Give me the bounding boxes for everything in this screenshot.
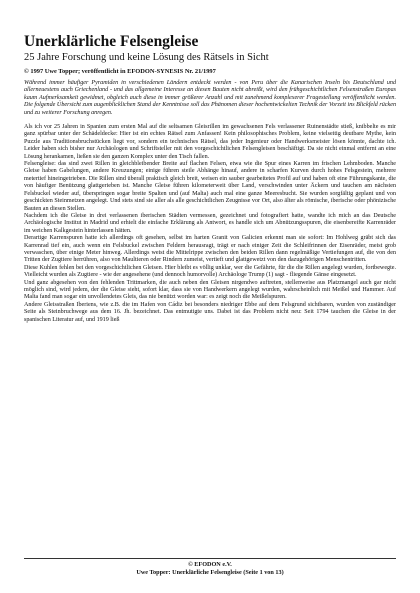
body-paragraph: Andere Gleisstraßen Iberiens, wie z.B. die im Hafen von Cádiz bei besonders niedriger Ebbe auf dem Felsgrund sichtbaren, wurden von zuständiger Seite als Steinbruchwege aus dem 16. Jh. bezeichnet. Das entmutigte uns. Dabei ist das Problem nicht neu: Seit 1794 tauchen die Gleise in der spanischen Literatur auf, und 1919 ließ xyxy=(24,301,396,323)
article-body xyxy=(24,124,396,324)
body-paragraph: Felsengleise: das sind zwei Rillen in gleichbleibender Breite auf flachen Felsen, etwa wie die Spur eines Karren im frischen Lehmboden. Manche Gleise haben Gabelungen, andere Kreuzungen; einige führen steile Abhänge hinauf, andere in scharfen Kurven durch hohes Felsgestein, mehrere metertief hineingetrieben. Die Rillen sind überall praktisch gleich breit, weisen ein sauber gearbeitetes Profil auf und haben oft eine Führungskante, die von häufiger Benützung glattgerieben ist. Manche Gleise führen kilometerweit über Land, verschwinden unter Äckern und tauchen am nächsten Felsbuckel wieder auf, überspringen sogar breite Spalten und (auf Malta) auch mal eine ganze Meeresbucht. Sie wurden sorgfältig geplant und von geschickten Steinmetzen angelegt. Und stets sind sie aller als alle geschichtlichen Zeugnisse vor Ort, also älter als römische, iberische oder phönizische Bauten an diesen Stellen. xyxy=(24,161,396,212)
body-paragraph: Diese Kuhlen fehlen bei den vorgeschichtlichen Gleisen. Hier bleibt es völlig unklar, wer die Gefährte, für die die Rillen angelegt wurden, fortbewegte. Vielleicht wurden als Zugtiere - wie der angesehene (und dennoch humorvolle) Archäologe Trump (1) sagt - fliegende Gänse eingesetzt. xyxy=(24,264,396,279)
copyright-line: © 1997 Uwe Topper; veröffentlicht in EFODON-SYNESIS Nr. 21/1997 xyxy=(24,68,216,75)
article-subtitle: 25 Jahre Forschung und keine Lösung des Rätsels in Sicht xyxy=(24,52,269,63)
body-paragraph: Nachdem ich die Gleise in drei verlassenen iberischen Städten vermessen, gezeichnet und fotografiert hatte, wandte ich mich an das Deutsche Archäologische Institut in Madrid und erhielt die einfache Erklärung als Antwort, es handle sich um Abnützungsspuren, die eisenbereifte Karrenräder im weichen Kalkgestein hinterlassen hätten. xyxy=(24,212,396,234)
body-paragraph: Derartige Karrenspuren hatte ich allerdings oft gesehen, selbst im harten Granit von Galicien erkennt man sie sofort: Im Hohlweg gräbt sich das Karrenrad tief ein, auch wenn ein Felsbuckel zwischen Feldern herausragt, trägt er nach einiger Zeit die Schleifrinnen der Eisenräder, meist grob verwaschen, über einige Meter hinweg. Allerdings weist die Mittelrippe zwischen den beiden Rillen dann regelmäßige Vertiefungen auf, die von den Tritten der Zugtiere herrühren, also von Maultieren oder Rindern zumeist, vertieft und glattgewetzt von den dazugehörigen Menschentritten. xyxy=(24,235,396,264)
article-title: Unerklärliche Felsengleise xyxy=(24,33,199,50)
body-paragraph: Und ganz abgesehen von den fehlenden Trittmarken, die auch neben den Gleisen nirgendwo auftreten, stellenweise aus Platzmangel auch gar nicht möglich sind, wird jedem, der die Gleise sieht, sofort klar, dass sie von Handwerkern angelegt wurden, wahrscheinlich mit Meißel und Hammer. Auf Malta fand man sogar ein unvollendetes Gleis, das nie benützt worden war: es zeigt noch die Meißelspuren. xyxy=(24,279,396,301)
footer-page-info: Uwe Topper: Unerklärliche Felsengleise (Seite 1 von 13) xyxy=(136,569,284,576)
footer-publisher: © EFODON e.V. xyxy=(188,561,232,568)
abstract-paragraph: Während immer häufiger Pyramiden in verschiedenen Ländern entdeckt werden - von Peru über die Kanarischen Inseln bis Deutschland und allerneuestens auch Griechenland - und das allgemeine Interesse an diesen Bauten nicht abreißt, wird den frühgeschichtlichen Felsenstraßen Europas kaum Aufmerksamkeit gewidmet, obgleich auch diese in immer größerer Anzahl und mit zunehmend komplexerer Fragestellung veröffentlicht werden. Die folgende Übersicht zum augenblicklichen Stand der Kenntnisse soll das Phänomen dieser hochentwickelten Technik der Vorzeit ins Blickfeld rücken und zu weiterer Forschung anregen. xyxy=(24,80,396,116)
footer-divider xyxy=(24,558,396,559)
body-paragraph: Als ich vor 25 Jahren in Spanien zum ersten Mal auf die seltsamen Gleisrillen im gewachsenen Fels verlassener Ruinenstädte stieß, knibbelte es mir ganz spürbar unter der Schädeldecke: Hier ist ein echtes Rätsel zum Anfassen! Kein philosophisches Problem, keine vielseitig deutbare Mythe, kein Puzzle aus Traditionsbruchstücken liegt vor, sondern ein technisches Rätsel, das jeder Ingenieur oder Handwerksmeister lösen könnte, dachte ich. Leider haben sich bisher nur Archäologen und Schriftsteller mit den vorgeschichtlichen Felsengleisen beschäftigt. Da sie nicht einmal entfernt an eine Lösung herankamen, ließen sie den ganzen Komplex unter den Tisch fallen. xyxy=(24,124,396,160)
page-footer xyxy=(0,561,420,577)
